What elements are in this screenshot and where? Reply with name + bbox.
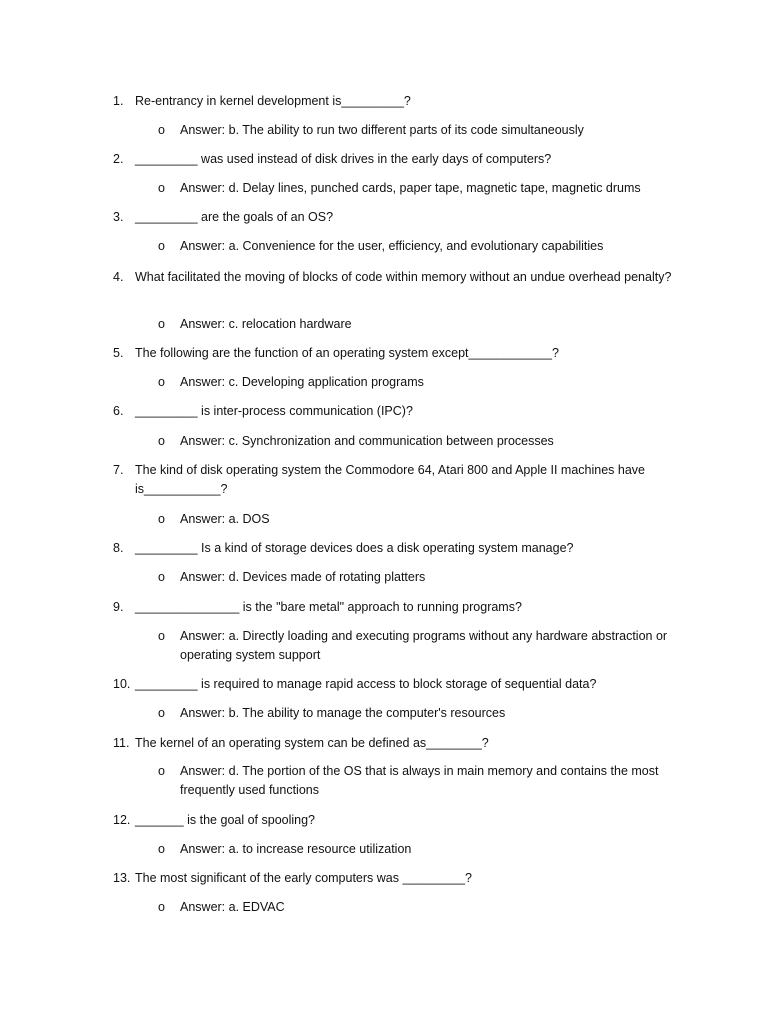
question-text: The following are the function of an operating system except____________? bbox=[135, 346, 559, 360]
question-number: 4. bbox=[113, 270, 124, 284]
answer-text: Answer: d. The portion of the OS that is always in main memory and contains the most frequently used functions bbox=[180, 764, 659, 797]
question-text: The kernel of an operating system can be defined as________? bbox=[135, 736, 489, 750]
question-number: 6. bbox=[113, 404, 124, 418]
answer-text: Answer: d. Delay lines, punched cards, paper tape, magnetic tape, magnetic drums bbox=[180, 181, 641, 195]
question-number: 7. bbox=[113, 463, 124, 477]
bullet-icon: o bbox=[158, 317, 165, 331]
question-text: _________ was used instead of disk drives in the early days of computers? bbox=[135, 152, 552, 166]
question-item bbox=[113, 734, 673, 753]
answer-text: Answer: b. The ability to run two different parts of its code simultaneously bbox=[180, 123, 584, 137]
bullet-icon: o bbox=[158, 123, 165, 137]
question-number: 11. bbox=[113, 736, 130, 750]
question-number: 3. bbox=[113, 210, 124, 224]
question-text: The kind of disk operating system the Commodore 64, Atari 800 and Apple II machines have is___________? bbox=[135, 463, 646, 496]
question-number: 10. bbox=[113, 677, 131, 691]
question-item bbox=[113, 461, 673, 499]
question-item bbox=[113, 150, 673, 169]
bullet-icon: o bbox=[158, 512, 165, 526]
question-item bbox=[113, 402, 673, 421]
question-text: _______________ is the "bare metal" approach to running programs? bbox=[135, 600, 522, 614]
question-item bbox=[113, 811, 673, 830]
bullet-icon: o bbox=[158, 375, 165, 389]
question-text: What facilitated the moving of blocks of code within memory without an undue overhead penalty? bbox=[135, 270, 672, 284]
question-number: 8. bbox=[113, 541, 124, 555]
answer-text: Answer: a. DOS bbox=[180, 512, 270, 526]
bullet-icon: o bbox=[158, 706, 165, 720]
question-item bbox=[113, 539, 673, 558]
bullet-icon: o bbox=[158, 629, 165, 643]
answer-item bbox=[158, 627, 678, 665]
bullet-icon: o bbox=[158, 434, 165, 448]
answer-item bbox=[158, 373, 678, 392]
answer-item bbox=[158, 568, 678, 587]
question-text: _________ is required to manage rapid access to block storage of sequential data? bbox=[135, 677, 597, 691]
answer-text: Answer: a. EDVAC bbox=[180, 900, 285, 914]
answer-text: Answer: c. Developing application programs bbox=[180, 375, 424, 389]
question-number: 9. bbox=[113, 600, 124, 614]
answer-text: Answer: a. Directly loading and executing programs without any hardware abstraction or operating system support bbox=[180, 629, 668, 662]
answer-text: Answer: c. Synchronization and communication between processes bbox=[180, 434, 554, 448]
question-number: 1. bbox=[113, 94, 124, 108]
answer-item bbox=[158, 510, 678, 529]
question-number: 5. bbox=[113, 346, 124, 360]
question-text: _________ Is a kind of storage devices does a disk operating system manage? bbox=[135, 541, 574, 555]
question-text: _______ is the goal of spooling? bbox=[135, 813, 316, 827]
bullet-icon: o bbox=[158, 900, 165, 914]
answer-item bbox=[158, 704, 678, 723]
answer-item bbox=[158, 432, 678, 451]
bullet-icon: o bbox=[158, 842, 165, 856]
bullet-icon: o bbox=[158, 181, 165, 195]
answer-text: Answer: a. to increase resource utilization bbox=[180, 842, 412, 856]
answer-item bbox=[158, 237, 678, 256]
question-number: 2. bbox=[113, 152, 124, 166]
answer-item bbox=[158, 762, 678, 800]
question-item bbox=[113, 268, 673, 287]
answer-item bbox=[158, 840, 678, 859]
answer-text: Answer: b. The ability to manage the computer's resources bbox=[180, 706, 506, 720]
answer-text: Answer: c. relocation hardware bbox=[180, 317, 352, 331]
answer-item bbox=[158, 315, 678, 334]
question-text: _________ are the goals of an OS? bbox=[135, 210, 334, 224]
question-item bbox=[113, 208, 673, 227]
question-text: _________ is inter-process communication (IPC)? bbox=[135, 404, 413, 418]
question-item bbox=[113, 344, 673, 363]
answer-text: Answer: d. Devices made of rotating platters bbox=[180, 570, 426, 584]
answer-item bbox=[158, 121, 678, 140]
bullet-icon: o bbox=[158, 570, 165, 584]
question-number: 12. bbox=[113, 813, 131, 827]
question-number: 13. bbox=[113, 871, 131, 885]
question-item bbox=[113, 869, 673, 888]
question-item bbox=[113, 675, 673, 694]
question-item bbox=[113, 92, 673, 111]
answer-text: Answer: a. Convenience for the user, efficiency, and evolutionary capabilities bbox=[180, 239, 604, 253]
question-item bbox=[113, 598, 673, 617]
bullet-icon: o bbox=[158, 239, 165, 253]
answer-item bbox=[158, 898, 678, 917]
question-text: Re-entrancy in kernel development is_________? bbox=[135, 94, 411, 108]
bullet-icon: o bbox=[158, 764, 165, 778]
question-text: The most significant of the early computers was _________? bbox=[135, 871, 472, 885]
answer-item bbox=[158, 179, 678, 198]
